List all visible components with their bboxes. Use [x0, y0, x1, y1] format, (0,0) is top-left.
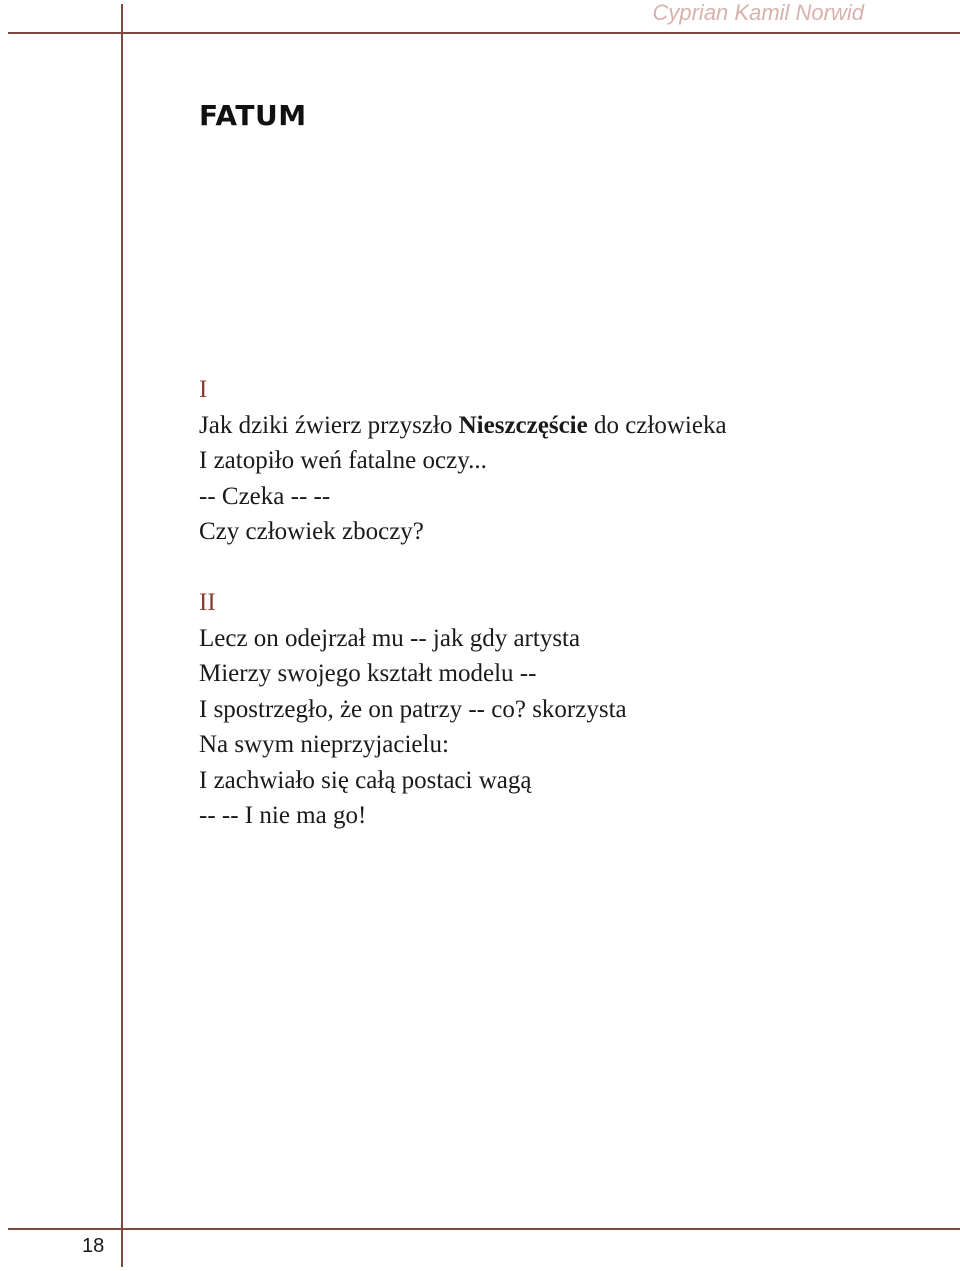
top-rule: [8, 32, 960, 34]
poem-title: FATUM: [199, 99, 307, 132]
bottom-rule: [8, 1228, 960, 1230]
verse-line: I spostrzegło, że on patrzy -- co? skorzysta: [199, 695, 627, 723]
verse-line: Mierzy swojego kształt modelu --: [199, 660, 537, 687]
verse-line: Lecz on odejrzał mu -- jak gdy artysta: [199, 624, 581, 652]
verse-line: Na swym nieprzyjacielu:: [199, 731, 449, 758]
verse-line: -- -- I nie ma go!: [199, 802, 367, 829]
verse-line: I zatopiło weń fatalne oczy...: [199, 447, 487, 474]
stanza-1: [199, 372, 727, 550]
stanza-number: I: [199, 376, 208, 403]
verse-text: do człowieka: [587, 411, 727, 439]
verse-emphasis: Nieszczęście: [458, 411, 588, 439]
stanza-2: [199, 585, 627, 834]
margin-rule: [121, 4, 123, 1267]
running-header-author: Cyprian Kamil Norwid: [652, 0, 864, 25]
verse-text: Jak dziki źwierz przyszło: [199, 411, 459, 439]
verse-line: Czy człowiek zboczy?: [199, 518, 424, 545]
verse-line: -- Czeka -- --: [199, 482, 331, 510]
verse-line: I zachwiało się całą postaci wagą: [199, 766, 532, 794]
page-number: 18: [82, 1235, 105, 1257]
stanza-number: II: [199, 589, 216, 616]
verse-line: [199, 408, 727, 444]
